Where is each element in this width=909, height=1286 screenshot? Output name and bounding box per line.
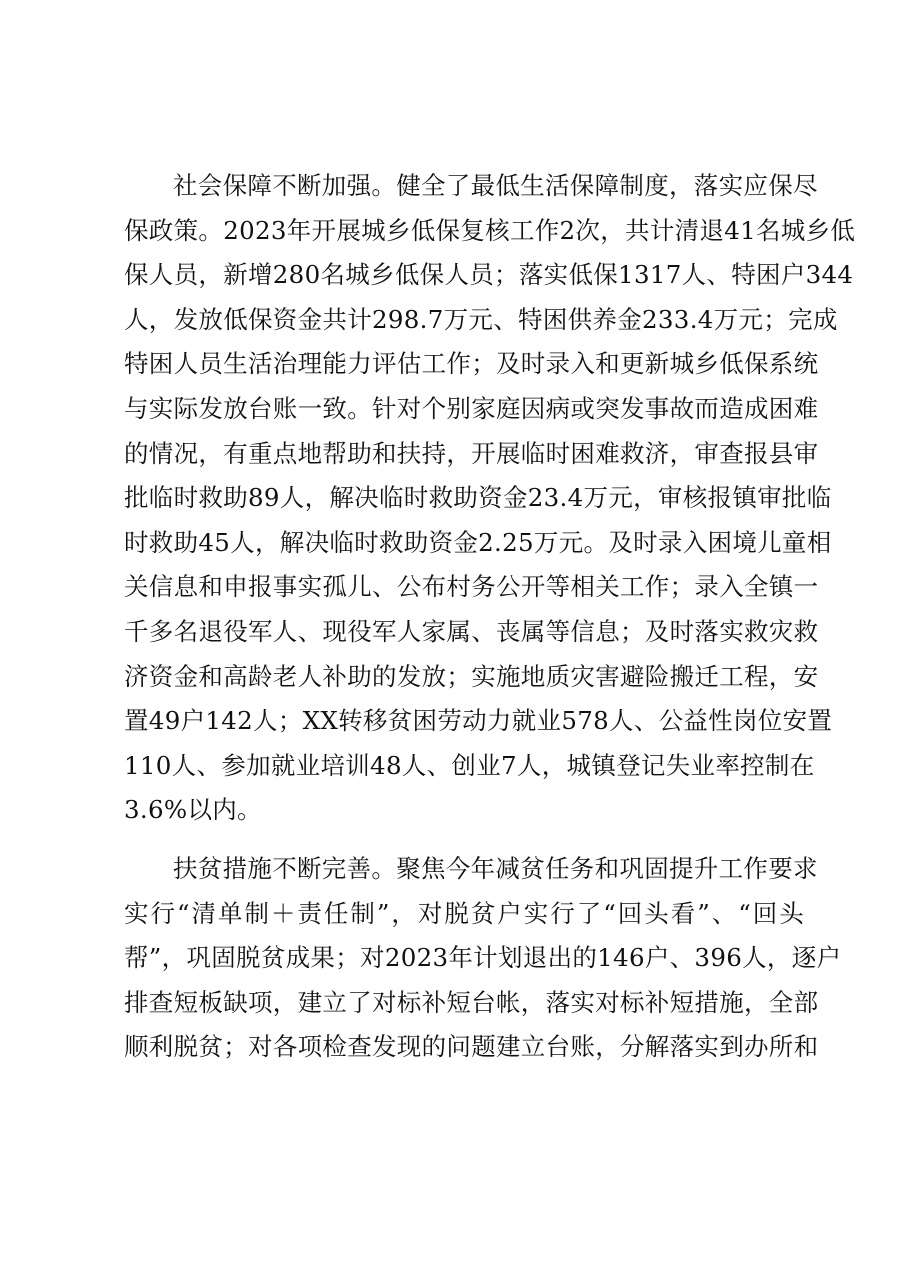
paragraph-line: 扶贫措施不断完善。聚焦今年减贫任务和巩固提升工作要求 — [173, 853, 818, 883]
paragraph-line: 排查短板缺项，建立了对标补短台帐，落实对标补短措施，全部 — [124, 987, 819, 1017]
paragraph-line: 与实际发放台账一致。针对个别家庭因病或突发事故而造成困难 — [124, 393, 819, 423]
paragraph-line: 3.6%以内。 — [124, 795, 262, 825]
paragraph-line: 社会保障不断加强。健全了最低生活保障制度，落实应保尽 — [173, 171, 818, 200]
paragraph-line: 的情况，有重点地帮助和扶持，开展临时困难救济，审查报县审 — [124, 438, 819, 468]
paragraph-poverty-alleviation — [124, 847, 842, 1070]
paragraph-spacer — [124, 833, 804, 847]
document-body — [124, 164, 856, 1070]
paragraph-line: 特困人员生活治理能力评估工作；及时录入和更新城乡低保系统 — [124, 349, 819, 379]
paragraph-line: 人，发放低保资金共计298.7万元、特困供养金233.4万元；完成 — [124, 304, 838, 334]
paragraph-line: 济资金和高龄老人补助的发放；实施地质灾害避险搬迁工程，安 — [124, 661, 819, 691]
paragraph-line: 保政策。2023年开展城乡低保复核工作2次，共计清退41名城乡低 — [124, 215, 856, 245]
paragraph-line: 顺利脱贫；对各项检查发现的问题建立台账，分解落实到办所和 — [124, 1032, 819, 1062]
paragraph-line: 110人、参加就业培训48人、创业7人，城镇登记失业率控制在 — [124, 750, 815, 780]
paragraph-line: 实行“清单制＋责任制”，对脱贫户实行了“回头看”、“回头 — [124, 898, 804, 928]
paragraph-line: 时救助45人，解决临时救助资金2.25万元。及时录入困境儿童相 — [124, 527, 832, 557]
paragraph-line: 置49户142人；XX转移贫困劳动力就业578人、公益性岗位安置 — [124, 706, 833, 736]
paragraph-line: 关信息和申报事实孤儿、公布村务公开等相关工作；录入全镇一 — [124, 572, 819, 602]
paragraph-line: 千多名退役军人、现役军人家属、丧属等信息；及时落实救灾救 — [124, 616, 819, 646]
paragraph-line: 保人员，新增280名城乡低保人员；落实低保1317人、特困户344 — [124, 260, 854, 290]
paragraph-line: 批临时救助89人，解决临时救助资金23.4万元，审核报镇审批临 — [124, 483, 832, 513]
paragraph-social-security — [124, 164, 856, 833]
paragraph-line: 帮”，巩固脱贫成果；对2023年计划退出的146户、396人，逐户 — [124, 943, 842, 973]
